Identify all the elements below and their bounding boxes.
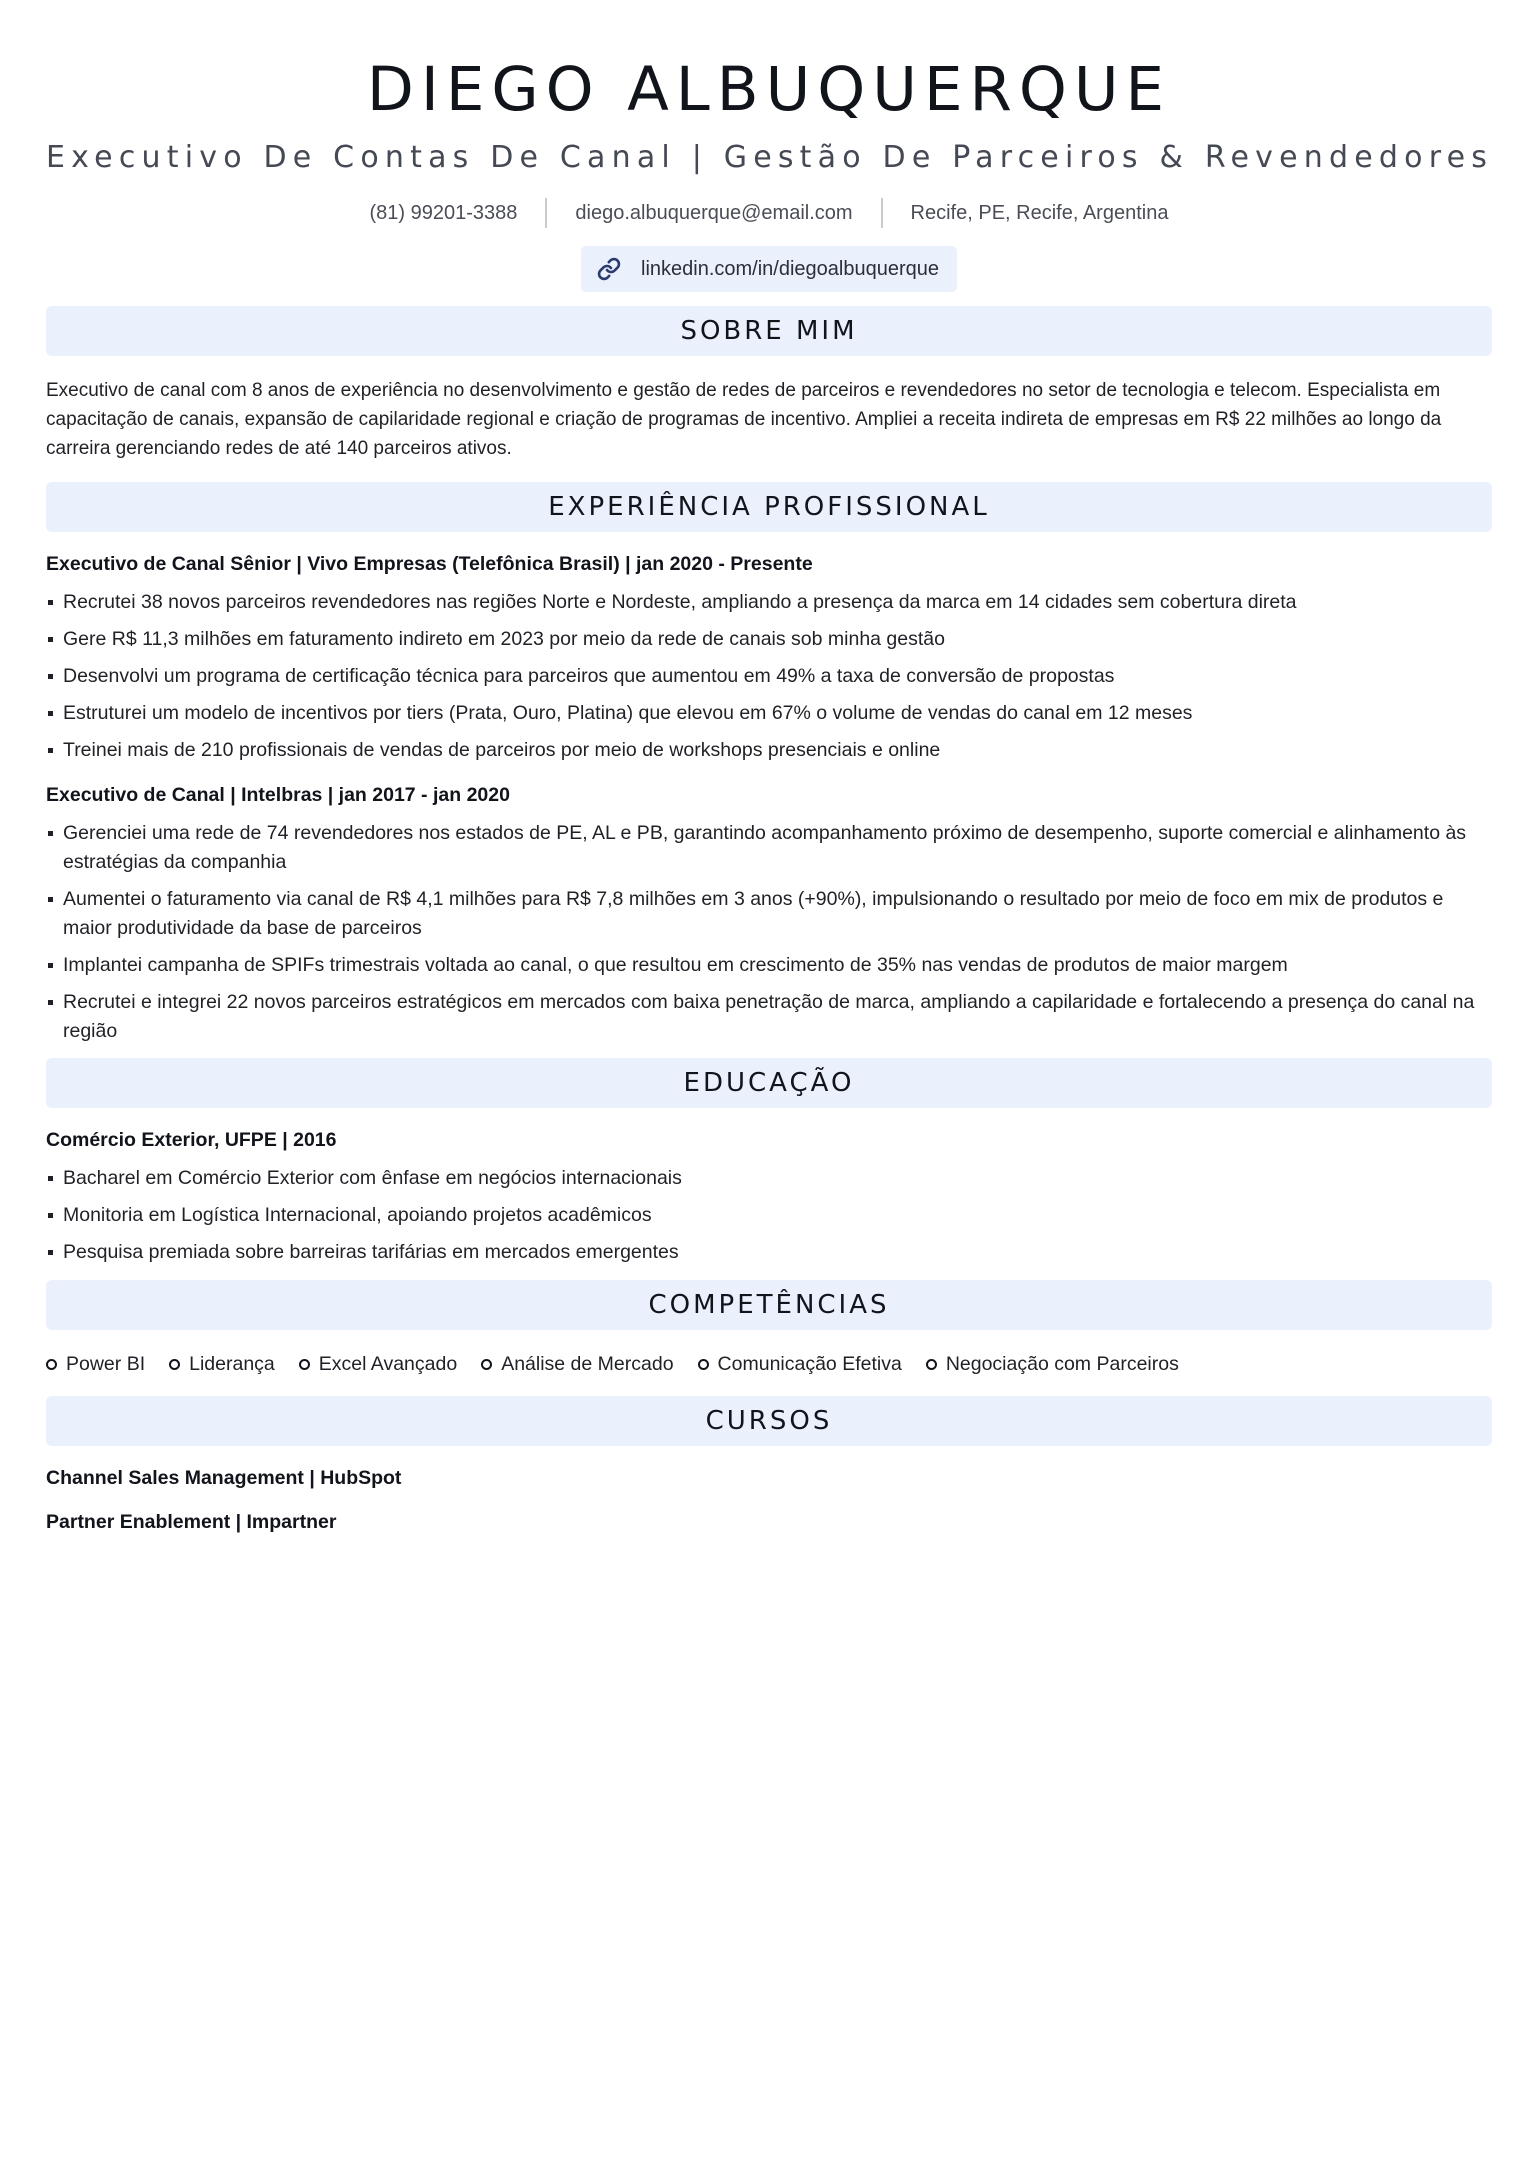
bullet-marker (48, 711, 53, 716)
candidate-name: DIEGO ALBUQUERQUE (366, 54, 1172, 125)
contact-line (46, 198, 1492, 228)
list-item (46, 662, 1492, 691)
skills-section (46, 1280, 1492, 1378)
section-title-skills: COMPETÊNCIAS (46, 1280, 1492, 1330)
linkedin-row (46, 246, 1492, 292)
list-item (46, 885, 1492, 943)
skill-item (299, 1350, 457, 1378)
bullet-marker (48, 637, 53, 642)
resume-header (46, 0, 1492, 292)
list-item (46, 699, 1492, 728)
skill-item (926, 1350, 1179, 1378)
experience-section (46, 482, 1492, 1046)
location-text: Recife, PE, Recife, Argentina (910, 202, 1169, 224)
course-item: Partner Enablement | Impartner (46, 1511, 337, 1533)
section-title-education: EDUCAÇÃO (46, 1058, 1492, 1108)
list-item (46, 951, 1492, 980)
bullet-text: Recrutei 38 novos parceiros revendedores nas regiões Norte e Nordeste, ampliando a presença da marca em 14 cidades sem cobertura direta (63, 591, 1297, 613)
skill-label: Comunicação Efetiva (717, 1353, 902, 1375)
link-icon (597, 257, 621, 281)
about-text: Executivo de canal com 8 anos de experiência no desenvolvimento e gestão de redes de parceiros e revendedores no setor de tecnologia e telecom. Especialista em capacitação de canais, expansão de capilaridade regional e criação de programas de incentivo. Ampliei a receita indireta de empresas em R$ 22 milhões ao longo da carreira gerenciando redes de até 140 parceiros ativos. (46, 380, 1442, 459)
bullet-text: Gere R$ 11,3 milhões em faturamento indireto em 2023 por meio da rede de canais sob minha gestão (63, 628, 945, 650)
skill-item (481, 1350, 673, 1378)
bullet-marker (48, 600, 53, 605)
linkedin-link[interactable] (581, 246, 957, 292)
bullet-marker (48, 748, 53, 753)
list-item (46, 1201, 1492, 1230)
contact-divider (881, 198, 883, 228)
course-item: Channel Sales Management | HubSpot (46, 1467, 402, 1489)
section-title-about: SOBRE MIM (46, 306, 1492, 356)
contact-divider (545, 198, 547, 228)
bullet-marker (48, 1000, 53, 1005)
circle-bullet-icon (169, 1359, 180, 1370)
skill-label: Excel Avançado (318, 1353, 458, 1375)
skill-item (46, 1350, 145, 1378)
skill-label: Análise de Mercado (501, 1353, 674, 1375)
linkedin-url[interactable]: linkedin.com/in/diegoalbuquerque (641, 258, 939, 280)
job-bullets (46, 588, 1492, 765)
bullet-text: Recrutei e integrei 22 novos parceiros estratégicos em mercados com baixa penetração de marca, ampliando a capilaridade e fortalecendo a presença do canal na região (63, 991, 1475, 1042)
bullet-text: Bacharel em Comércio Exterior com ênfase em negócios internacionais (63, 1167, 682, 1189)
skill-item (169, 1350, 275, 1378)
bullet-marker (48, 963, 53, 968)
skills-list (46, 1350, 1492, 1378)
list-item (46, 625, 1492, 654)
job-heading: Executivo de Canal | Intelbras | jan 2017 - jan 2020 (46, 784, 510, 806)
circle-bullet-icon (926, 1359, 937, 1370)
education-bullets (46, 1164, 1492, 1267)
circle-bullet-icon (481, 1359, 492, 1370)
bullet-marker (48, 1250, 53, 1255)
list-item (46, 1238, 1492, 1267)
list-item (46, 819, 1492, 877)
candidate-headline: Executivo De Contas De Canal | Gestão De Parceiros & Revendedores (46, 140, 1494, 175)
bullet-text: Gerenciei uma rede de 74 revendedores nos estados de PE, AL e PB, garantindo acompanhamento próximo de desempenho, suporte comercial e alinhamento às estratégias da companhia (63, 822, 1467, 873)
bullet-text: Estruturei um modelo de incentivos por tiers (Prata, Ouro, Platina) que elevou em 67% o volume de vendas do canal em 12 meses (63, 702, 1193, 724)
bullet-text: Implantei campanha de SPIFs trimestrais voltada ao canal, o que resultou em crescimento de 35% nas vendas de produtos de maior margem (63, 954, 1288, 976)
list-item (46, 588, 1492, 617)
bullet-marker (48, 1176, 53, 1181)
bullet-marker (48, 674, 53, 679)
bullet-text: Treinei mais de 210 profissionais de vendas de parceiros por meio de workshops presenciais e online (63, 739, 941, 761)
section-title-courses: CURSOS (46, 1396, 1492, 1446)
education-section (46, 1058, 1492, 1267)
education-heading: Comércio Exterior, UFPE | 2016 (46, 1129, 337, 1151)
bullet-marker (48, 897, 53, 902)
list-item (46, 988, 1492, 1046)
skill-label: Negociação com Parceiros (945, 1353, 1179, 1375)
email-text[interactable]: diego.albuquerque@email.com (575, 202, 853, 224)
skill-item (698, 1350, 902, 1378)
section-title-experience: EXPERIÊNCIA PROFISSIONAL (46, 482, 1492, 532)
circle-bullet-icon (46, 1359, 57, 1370)
bullet-text: Monitoria em Logística Internacional, apoiando projetos acadêmicos (63, 1204, 652, 1226)
list-item (46, 736, 1492, 765)
bullet-marker (48, 831, 53, 836)
phone-text: (81) 99201-3388 (369, 202, 518, 224)
bullet-text: Pesquisa premiada sobre barreiras tarifárias em mercados emergentes (63, 1241, 679, 1263)
courses-section (46, 1396, 1492, 1536)
skill-label: Power BI (66, 1353, 146, 1375)
resume-page (46, 0, 1492, 1536)
circle-bullet-icon (698, 1359, 709, 1370)
list-item (46, 1164, 1492, 1193)
circle-bullet-icon (299, 1359, 310, 1370)
skill-label: Liderança (189, 1353, 275, 1375)
job-heading: Executivo de Canal Sênior | Vivo Empresas (Telefônica Brasil) | jan 2020 - Presente (46, 553, 813, 575)
job-bullets (46, 819, 1492, 1046)
bullet-text: Aumentei o faturamento via canal de R$ 4,1 milhões para R$ 7,8 milhões em 3 anos (+90%), impulsionando o resultado por meio de foco em mix de produtos e maior produtividade da base de parceiros (63, 888, 1444, 939)
bullet-marker (48, 1213, 53, 1218)
about-section (46, 306, 1492, 463)
bullet-text: Desenvolvi um programa de certificação técnica para parceiros que aumentou em 49% a taxa de conversão de propostas (63, 665, 1115, 687)
